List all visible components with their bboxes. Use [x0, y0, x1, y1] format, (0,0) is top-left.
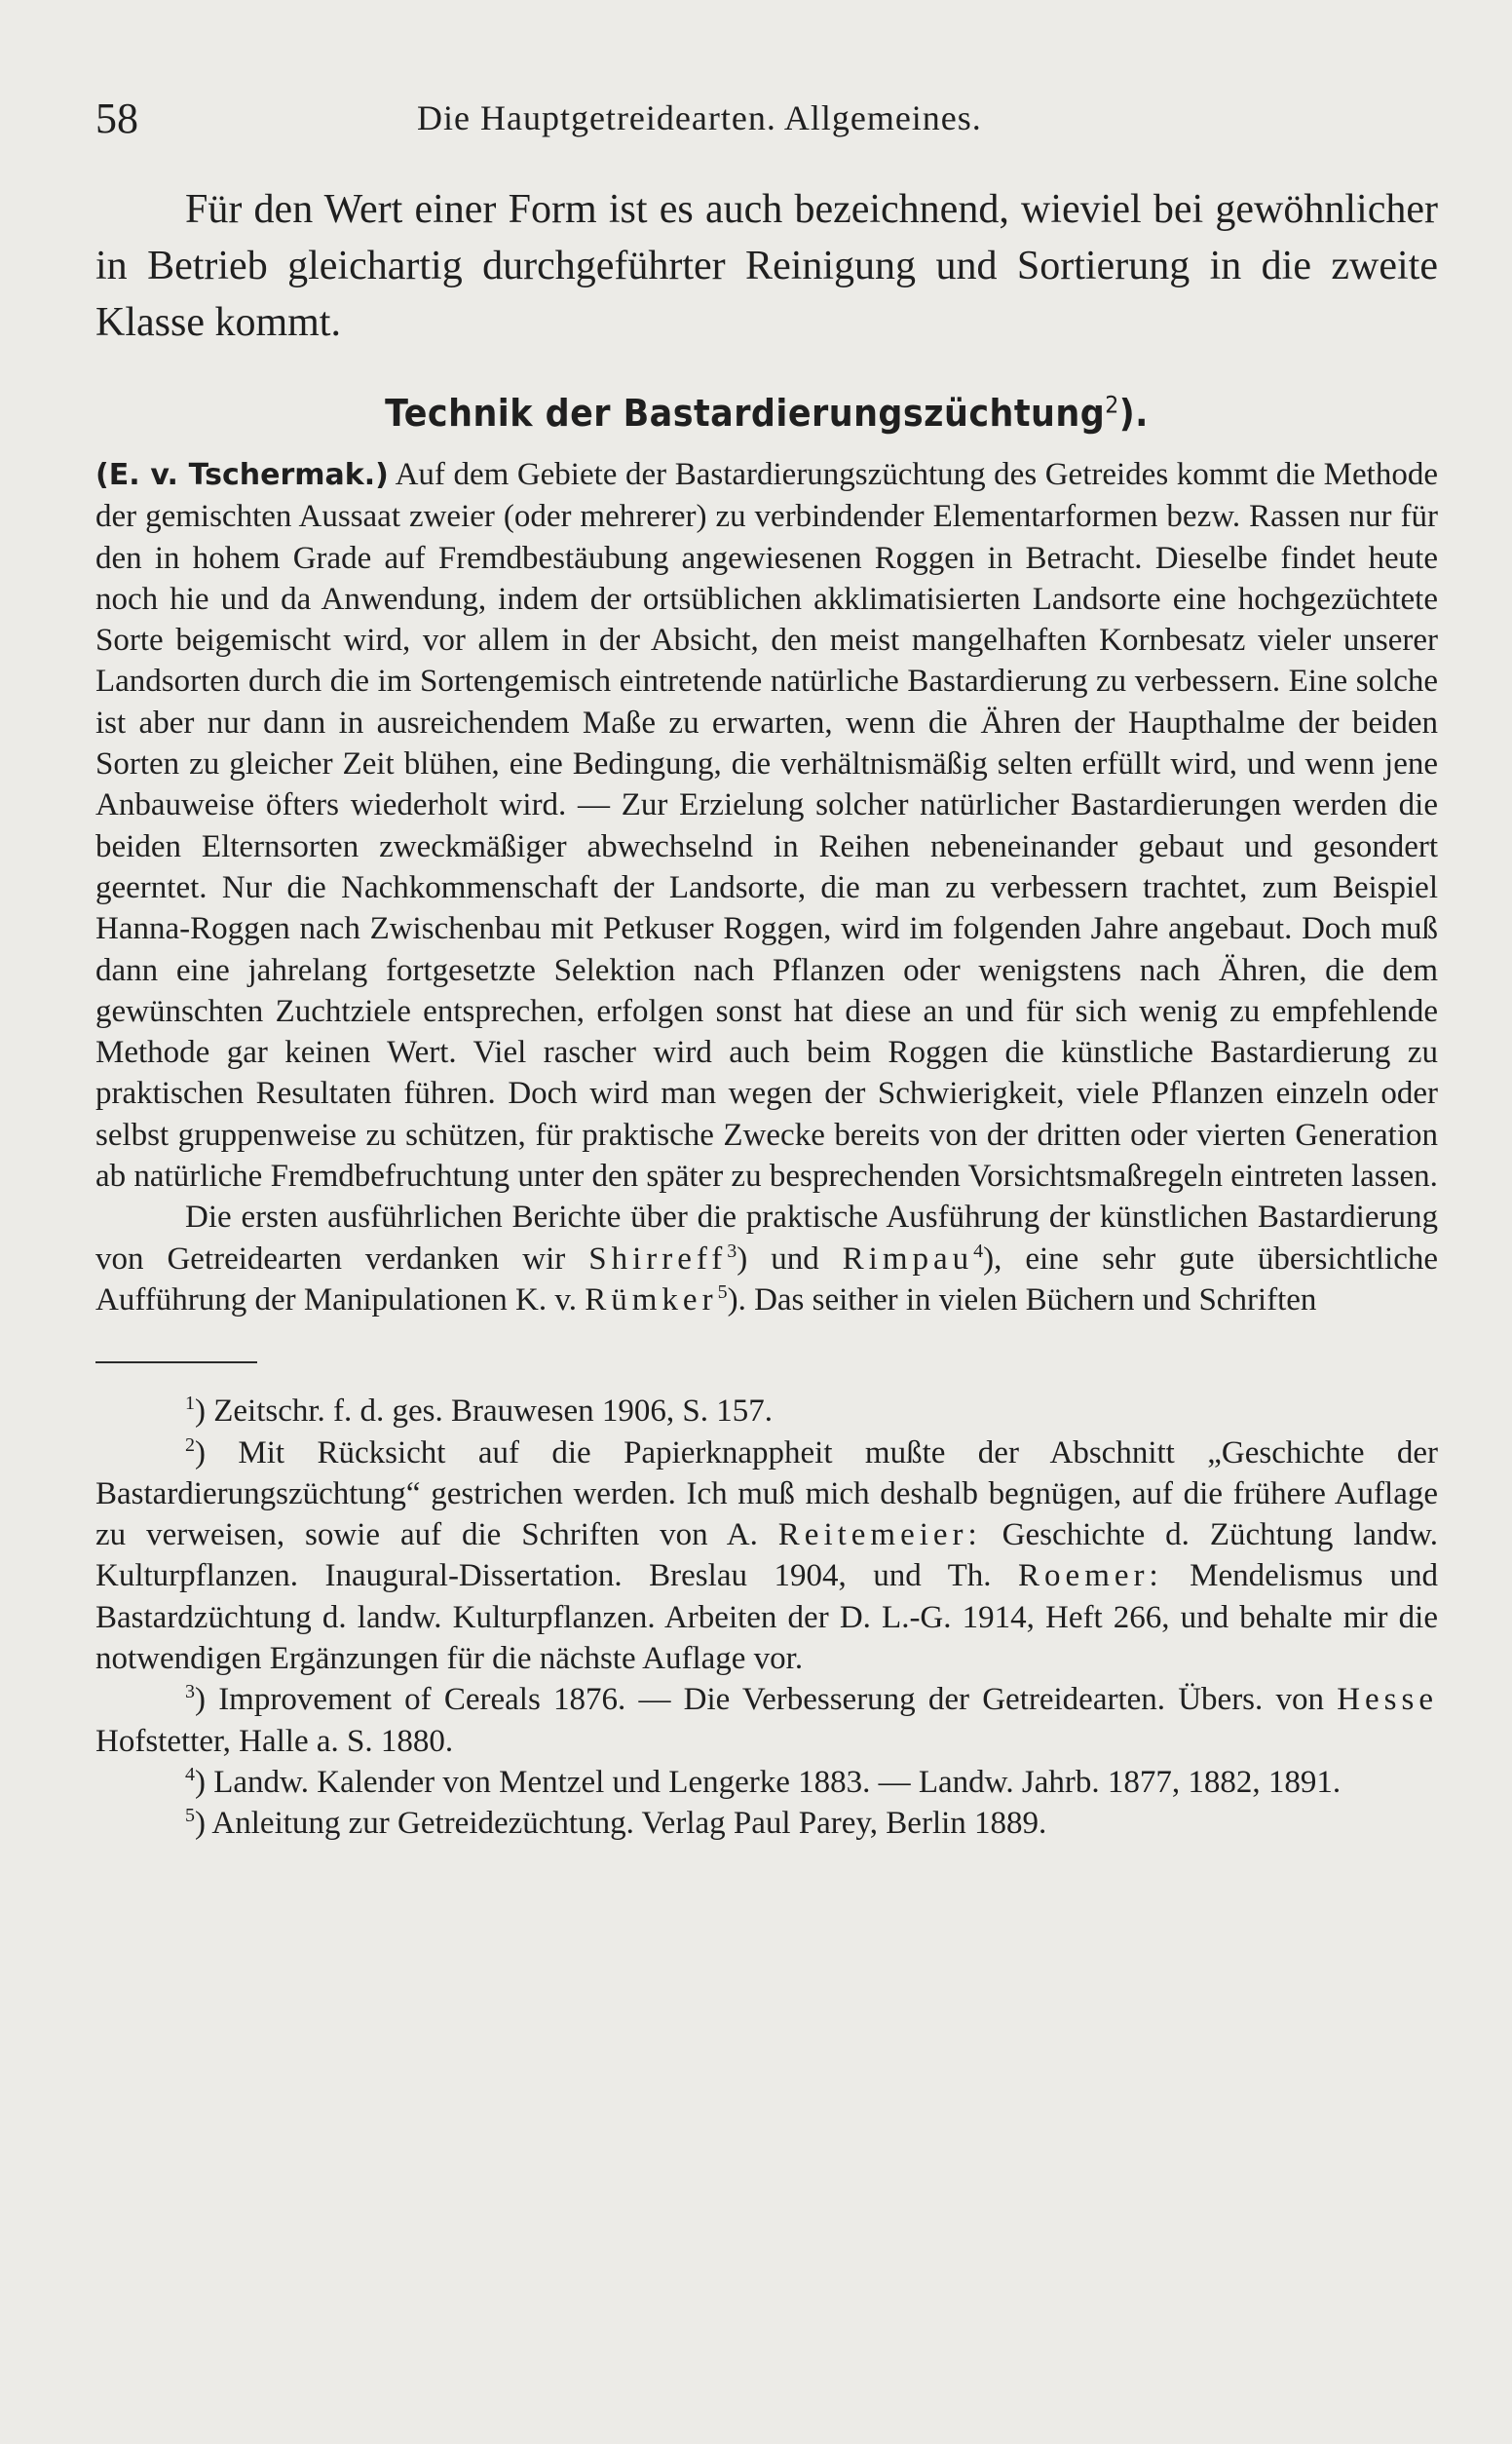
footnote-5 — [95, 1803, 1438, 1844]
author-name-ruemker: Rümker — [585, 1281, 718, 1317]
page-number: 58 — [95, 95, 138, 142]
footnote-ref-3: 3 — [727, 1240, 737, 1262]
paragraph-2-text-c: ), eine sehr gute übersichtliche Aufführung der Manipulationen K. v. — [95, 1241, 1439, 1317]
running-head-title: Die Hauptgetreidearten. Allgemeines. — [417, 98, 982, 137]
footnote-3 — [95, 1679, 1438, 1762]
footnote-2-text-a: ) Mit Rücksicht auf die Papierknappheit mußte der Abschnitt „Geschichte der Bastardierungszüchtung“ gestrichen werden. Ich muß mich deshalb begnügen, auf die frühere Auflage zu verweisen, sowie auf die Schriften von A. — [95, 1434, 1438, 1553]
footnote-5-mark: 5 — [185, 1805, 195, 1827]
footnote-3-name-hesse: Hesse — [1337, 1682, 1438, 1718]
footnote-3-mark: 3 — [185, 1681, 195, 1703]
footnote-ref-5: 5 — [717, 1280, 728, 1303]
author-name-rimpau: Rimpau — [842, 1241, 974, 1277]
footnote-2-mark: 2 — [185, 1433, 195, 1456]
footnote-1 — [95, 1391, 1438, 1432]
section-body — [95, 454, 1438, 1320]
paragraph-2-text-b: ) und — [737, 1241, 819, 1277]
section-heading-paren: ). — [1118, 392, 1149, 435]
footnote-divider — [95, 1361, 257, 1363]
footnote-2-text-b: Geschichte d. Züchtung landw. Kulturpflanzen. Inaugural-Dissertation. Breslau 1904, und Th. — [95, 1517, 1439, 1594]
footnote-2-name-roemer: Roemer: — [1018, 1558, 1163, 1594]
footnote-3-text-b: Hofstetter, Halle a. S. 1880. — [95, 1723, 454, 1759]
footnote-1-text: ) Zeitschr. f. d. ges. Brauwesen 1906, S. 157. — [195, 1394, 773, 1430]
section-heading-text: Technik der Bastardierungszüchtung — [385, 392, 1106, 435]
intro-paragraph: Für den Wert einer Form ist es auch bezeichnend, wieviel bei gewöhnlicher in Betrieb gleichartig durchgeführter Reinigung und Sortierung in die zweite Klasse kommt. — [95, 187, 1438, 345]
book-page — [95, 94, 1438, 1845]
section-heading-footnote-ref: 2 — [1105, 391, 1119, 419]
footnote-ref-4: 4 — [973, 1240, 984, 1262]
footnote-2 — [95, 1432, 1438, 1680]
paragraph-2-text-a: Die ersten ausführlichen Berichte über die praktische Ausführung der künstlichen Bastardierung von Getreidearten verdanken wir — [95, 1200, 1438, 1277]
author-name-shirreff: Shirreff — [588, 1241, 728, 1277]
paragraph-2-text-d: ). Das seither in vielen Büchern und Schriften — [727, 1281, 1317, 1317]
footnote-5-text: ) Anleitung zur Getreidezüchtung. Verlag Paul Parey, Berlin 1889. — [195, 1806, 1047, 1842]
footnote-1-mark: 1 — [185, 1393, 195, 1415]
running-head — [95, 94, 1438, 152]
footnote-2-text-c: Mendelismus und Bastardzüchtung d. landw. Kulturpflanzen. Arbeiten der D. L.-G. 1914, Heft 266, und behalte mir die notwendigen Ergänzungen für die nächste Auflage vor. — [95, 1558, 1438, 1677]
paragraph-2 — [95, 1197, 1438, 1320]
paragraph-1-text: Auf dem Gebiete der Bastardierungszüchtung des Getreides kommt die Methode der gemischten Aussaat zweier (oder mehrerer) zu verbindender Elementarformen bezw. Rassen nur für den in hohem Grade auf Fremdbestäubung angewiesenen Roggen in Betracht. Dieselbe findet heute noch hie und da Anwendung, indem der ortsüblichen akklimatisierten Landsorte eine hochgezüchtete Sorte beigemischt wird, vor allem in der Absicht, den meist mangelhaften Kornbesatz vieler unserer Landsorten durch die im Sortengemisch eintretende natürliche Bastardierung zu verbessern. Eine solche ist aber nur dann in ausreichendem Maße zu erwarten, wenn die Ähren der Haupthalme der beiden Sorten zu gleicher Zeit blühen, eine Bedingung, die verhältnismäßig selten erfüllt wird, und wenn jene Anbauweise öfters wiederholt wird. — Zur Erzielung solcher natürlicher Bastardierungen werden die beiden Elternsorten zweckmäßiger abwechselnd in Reihen nebeneinander gebaut und gesondert geerntet. Nur die Nachkommenschaft der Landsorte, die man zu verbessern trachtet, zum Beispiel Hanna-Roggen nach Zwischenbau mit Petkuser Roggen, wird im folgenden Jahre angebaut. Doch muß dann eine jahrelang fortgesetzte Selektion nach Pflanzen oder wenigstens nach Ähren, die dem gewünschten Zuchtziele entsprechen, erfolgen sonst hat diese an und für sich wenig zu empfehlende Methode gar keinen Wert. Viel rascher wird auch beim Roggen die künstliche Bastardierung zu praktischen Resultaten führen. Doch wird man wegen der Schwierigkeit, viele Pflanzen einzeln oder selbst gruppenweise zu schützen, für praktische Zwecke bereits von der dritten oder vierten Generation ab natürliche Fremdbefruchtung unter den später zu besprechenden Vorsichtsmaßregeln eintreten lassen. — [95, 457, 1438, 1195]
footnote-3-text-a: ) Improvement of Cereals 1876. — Die Verbesserung der Getreidearten. Übers. von — [195, 1682, 1324, 1718]
section-heading — [149, 392, 1384, 435]
footnotes — [95, 1391, 1438, 1844]
footnote-2-name-reitemeier: Reitemeier: — [777, 1517, 982, 1553]
paragraph-1 — [95, 454, 1438, 1197]
footnote-4-text: ) Landw. Kalender von Mentzel und Lengerke 1883. — Landw. Jahrb. 1877, 1882, 1891. — [195, 1764, 1342, 1800]
footnote-4-mark: 4 — [185, 1763, 195, 1785]
footnote-4 — [95, 1762, 1438, 1803]
author-attribution: (E. v. Tschermak.) — [95, 458, 389, 492]
